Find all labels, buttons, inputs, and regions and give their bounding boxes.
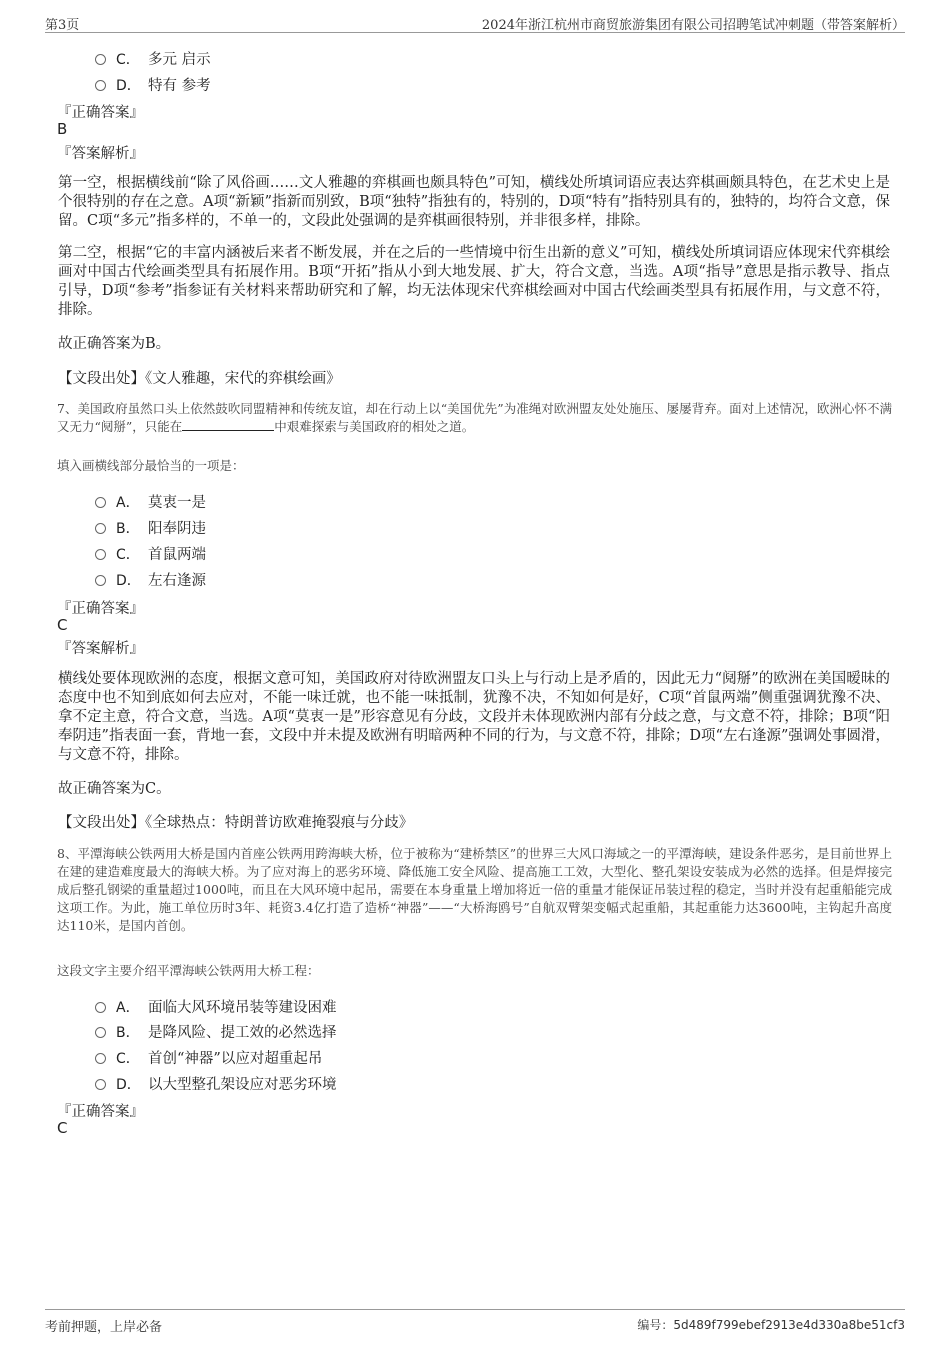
page-number: 第3页 xyxy=(45,18,80,33)
radio-icon[interactable] xyxy=(95,1079,106,1090)
answer-label: 『正确答案』 xyxy=(57,601,144,617)
analysis-paragraph: 第二空，根据“它的丰富内涵被后来者不断发展，并在之后的一些情境中衍生出新的意义”可知，横线处所填词语应体现宋代弈棋绘画对中国古代绘画类型具有拓展作用。B项“开拓”指从小到大地发展、扩大，符合文意，当选。A项“指导”意思是指示教导、指点引导，D项“参考”指参证有关材料来帮助研究和了解，均无法体现宋代弈棋绘画对中国古代绘画类型具有拓展作用，与文意不符，排除。 xyxy=(58,245,890,318)
question-text: 8、平潭海峡公铁两用大桥是国内首座公铁两用跨海峡大桥，位于被称为“建桥禁区”的世界三大风口海域之一的平潭海峡，建设条件恶劣，是目前世界上在建的建造难度最大的海峡大桥。为了应对海上的恶劣环境、降低施工安全风险、提高施工工效，大型化、整孔架设安装成为必然的选择。但是焊接完成后整孔钢梁的重量超过1000吨，而且在大风环境中起吊，需要在本身重量上增加将近一倍的重量才能保证吊装过程的稳定，当时并没有起重船能完成这项工作。为此，施工单位历时3年、耗资3.4亿打造了造桥“神器”——“大桥海鸥号”自航双臂架变幅式起重船，其起重能力达3600吨，主钩起升高度达110米，是国内首创。 xyxy=(57,846,892,933)
radio-icon[interactable] xyxy=(95,497,106,508)
option-c[interactable]: C． 多元 启示 xyxy=(95,48,211,69)
radio-icon[interactable] xyxy=(95,549,106,560)
answer-value: C xyxy=(57,616,68,634)
source-citation: 【文段出处】《全球热点：特朗普访欧难掩裂痕与分歧》 xyxy=(58,815,414,831)
question-prompt: 填入画横线部分最恰当的一项是： xyxy=(57,458,245,473)
option-d[interactable]: D． 左右逢源 xyxy=(95,569,206,590)
document-code: 编号：5d489f799ebef2913e4d330a8be51cf3 xyxy=(637,1318,905,1332)
answer-value: B xyxy=(57,120,68,138)
conclusion: 故正确答案为B。 xyxy=(58,336,171,352)
radio-icon[interactable] xyxy=(95,523,106,534)
option-b[interactable]: B． 阳奉阴违 xyxy=(95,517,206,538)
option-a[interactable]: A． 莫衷一是 xyxy=(95,491,206,512)
page-footer xyxy=(45,1309,905,1334)
radio-icon[interactable] xyxy=(95,1027,106,1038)
radio-icon[interactable] xyxy=(95,54,106,65)
source-citation: 【文段出处】《文人雅趣，宋代的弈棋绘画》 xyxy=(58,371,341,387)
analysis-paragraph: 第一空，根据横线前“除了风俗画……文人雅趣的弈棋画也颇具特色”可知，横线处所填词语应表达弈棋画颇具特色，在艺术史上是个很特别的存在之意。A项“新颖”指新而别致，B项“独特”指独有的，特别的，D项“特有”指特别具有的，独特的，均符合文意，保留。C项“多元”指多样的，不单一的，文段此处强调的是弈棋画很特别，并非很多样，排除。 xyxy=(58,175,890,229)
page-header xyxy=(45,12,905,33)
question-text: 7、美国政府虽然口头上依然鼓吹同盟精神和传统友谊，却在行动上以“美国优先”为准绳对欧洲盟友处处施压、屡屡背弃。面对上述情况，欧洲心怀不满又无力“阋掰”，只能在 中艰难探索与美国政府的相处之道。 xyxy=(57,401,892,434)
radio-icon[interactable] xyxy=(95,80,106,91)
radio-icon[interactable] xyxy=(95,1053,106,1064)
analysis-label: 『答案解析』 xyxy=(57,146,144,162)
option-b[interactable]: B． 是降风险、提工效的必然选择 xyxy=(95,1021,337,1042)
option-d[interactable]: D． 特有 参考 xyxy=(95,74,211,95)
option-d[interactable]: D． 以大型整孔架设应对恶劣环境 xyxy=(95,1073,337,1094)
analysis-paragraph: 横线处要体现欧洲的态度，根据文意可知，美国政府对待欧洲盟友口头上与行动上是矛盾的，因此无力“阋掰”的欧洲在美国暧昧的态度中也不知到底如何去应对，不能一味迁就，也不能一味抵制，犹豫不决，不知如何是好，C项“首鼠两端”侧重强调犹豫不决、拿不定主意，符合文意，当选。A项“莫衷一是”形容意见有分歧，文段并未体现欧洲内部有分歧之意，与文意不符，排除；B项“阳奉阴违”指表面一套，背地一套，文段中并未提及欧洲有明暗两种不同的行为，与文意不符，排除；D项“左右逢源”强调处事圆滑，与文意不符，排除。 xyxy=(58,671,890,763)
option-a[interactable]: A． 面临大风环境吊装等建设困难 xyxy=(95,996,337,1017)
analysis-label: 『答案解析』 xyxy=(57,641,144,657)
option-c[interactable]: C． 首创“神器”以应对超重起吊 xyxy=(95,1047,322,1068)
question-prompt: 这段文字主要介绍平潭海峡公铁两用大桥工程： xyxy=(57,963,320,978)
document-title: 2024年浙江杭州市商贸旅游集团有限公司招聘笔试冲刺题（带答案解析） xyxy=(481,18,905,33)
radio-icon[interactable] xyxy=(95,575,106,586)
answer-blank xyxy=(182,418,274,431)
option-c[interactable]: C． 首鼠两端 xyxy=(95,543,206,564)
answer-label: 『正确答案』 xyxy=(57,105,144,121)
answer-value: C xyxy=(57,1119,68,1137)
conclusion: 故正确答案为C。 xyxy=(58,781,171,797)
radio-icon[interactable] xyxy=(95,1002,106,1013)
answer-label: 『正确答案』 xyxy=(57,1104,144,1120)
footer-slogan: 考前押题，上岸必备 xyxy=(45,1320,163,1335)
